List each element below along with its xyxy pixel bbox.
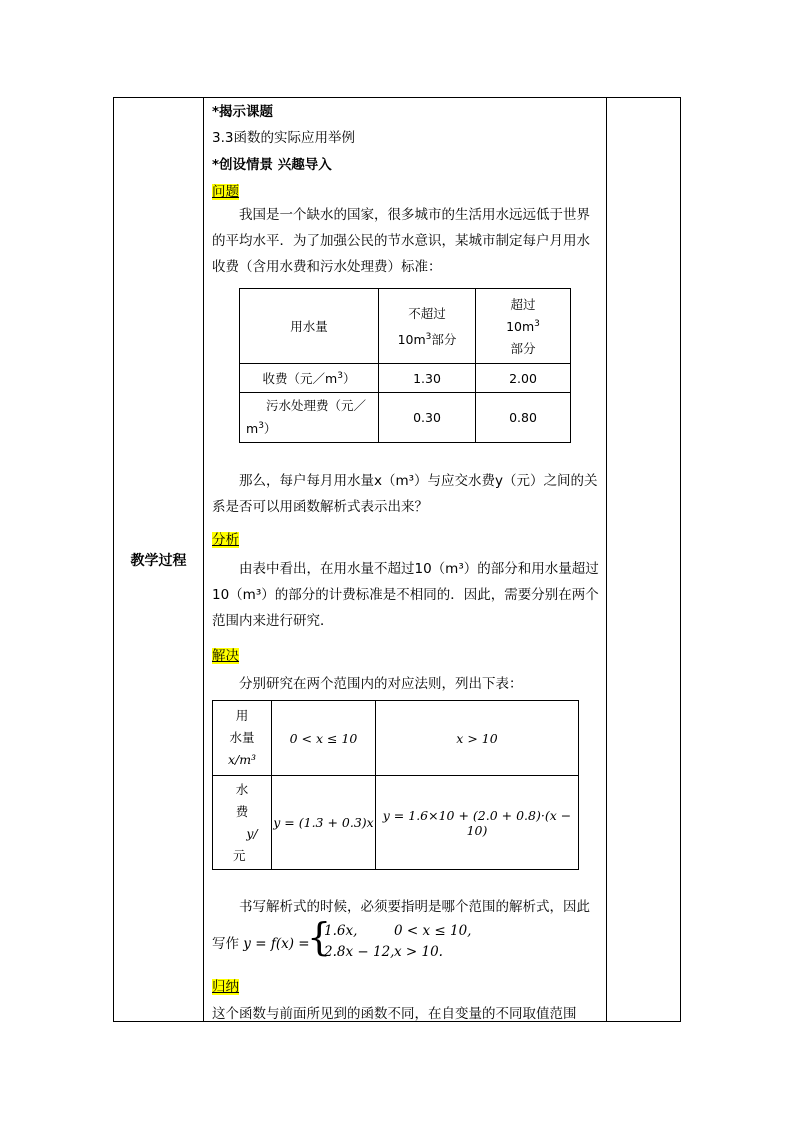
formula-table-formula1: y = (1.3 + 0.3)x [272, 776, 376, 870]
fee-table-header-over-line3: 部分 [510, 340, 536, 356]
fee-table-header-under [379, 289, 476, 364]
case2-expr: 2.8x − 12, [324, 944, 395, 960]
heading-scene: *创设情景 兴趣导入 [212, 157, 332, 173]
paragraph-analysis: 由表中看出，在用水量不超过10（m³）的部分和用水量超过10（m³）的部分的计费标准是不相同的．因此，需要分别在两个范围内来进行研究． [212, 561, 599, 629]
usage-line3: x/m³ [227, 752, 257, 767]
fee-line4: 元 [233, 847, 246, 863]
fee-line2: 费 [235, 803, 249, 819]
formula-table-header-range2: x > 10 [376, 701, 579, 776]
fee-table-header-over [476, 289, 571, 364]
paragraph-question: 那么，每户每月用水量x（m³）与应交水费y（元）之间的关系是否可以用函数解析式表示出来？ [212, 473, 598, 515]
row2-label-line1: 污水处理费（元／ [266, 397, 367, 413]
function-lhs: y = f(x) = [243, 936, 310, 952]
row1-label-end: ） [342, 371, 356, 386]
fee-table-row2-under: 0.30 [379, 393, 476, 443]
piecewise-brace: { [307, 915, 332, 959]
fee-table-row1-under: 1.30 [379, 364, 476, 393]
paragraph-write-note: 书写解析式的时候，必须要指明是哪个范围的解析式，因此 [239, 899, 590, 915]
tag-question: 问题 [212, 184, 239, 200]
case1-cond: 0 < x ≤ 10, [394, 923, 472, 939]
row2-label-line2 [246, 416, 378, 439]
tag-solve: 解决 [212, 648, 239, 664]
formula-table-header-usage [213, 701, 272, 776]
row1-label-text: 收费（元／m [262, 371, 338, 386]
fee-table [239, 288, 571, 443]
usage-line1: 用 [235, 708, 249, 723]
section-title: 3.3函数的实际应用举例 [212, 130, 355, 146]
fee-table-row2-over: 0.80 [476, 393, 571, 443]
paragraph-list-table: 分别研究在两个范围内的对应法则，列出下表： [239, 676, 523, 692]
case2-cond: x > 10. [394, 944, 443, 960]
write-as-label: 写作 [212, 936, 239, 952]
superscript-3: 3 [258, 420, 264, 431]
unit-m: m [246, 421, 259, 437]
superscript-3: 3 [337, 370, 343, 381]
row-label: 教学过程 [130, 553, 187, 569]
fee-table-header-over-line1: 超过 [510, 297, 536, 313]
column-divider-left [203, 98, 204, 1021]
column-divider-right [606, 98, 607, 1021]
paragraph-summary: 这个函数与前面所见到的函数不同，在自变量的不同取值范围 [212, 1006, 577, 1022]
piecewise-lead [212, 932, 310, 952]
tag-analysis: 分析 [212, 532, 239, 548]
tag-summary: 归纳 [212, 979, 239, 995]
case1-expr: 1.6x, [324, 923, 358, 939]
unit-10m: 10m [397, 332, 426, 347]
fee-table-header-under-line1: 不超过 [408, 306, 446, 321]
fee-table-row2-label [240, 393, 379, 443]
lesson-table [113, 97, 681, 1022]
fee-table-row1-label [240, 364, 379, 393]
fee-table-header-over-line2 [476, 319, 570, 334]
superscript-3: 3 [534, 319, 540, 330]
heading-topic: *揭示课题 [212, 104, 274, 120]
formula-table [212, 700, 579, 870]
fee-line1: 水 [235, 781, 249, 797]
row2-label-end: ） [263, 421, 277, 437]
fee-line3: y/ [246, 825, 258, 841]
superscript-3: 3 [425, 331, 432, 342]
paragraph-intro: 我国是一个缺水的国家，很多城市的生活用水远远低于世界的平均水平．为了加强公民的节水意识，某城市制定每户月用水收费（含用水费和污水处理费）标准： [212, 207, 590, 275]
usage-line2: 水量 [229, 730, 255, 745]
formula-table-header-range1: 0 < x ≤ 10 [272, 701, 376, 776]
part-label: 部分 [431, 332, 457, 347]
fee-table-header-usage: 用水量 [240, 289, 379, 364]
fee-table-header-under-line2 [379, 330, 475, 348]
unit-10m: 10m [506, 319, 535, 335]
formula-table-formula2: y = 1.6×10 + (2.0 + 0.8)·(x − 10) [376, 776, 579, 870]
fee-table-row1-over: 2.00 [476, 364, 571, 393]
formula-table-row-fee-label [213, 776, 272, 870]
